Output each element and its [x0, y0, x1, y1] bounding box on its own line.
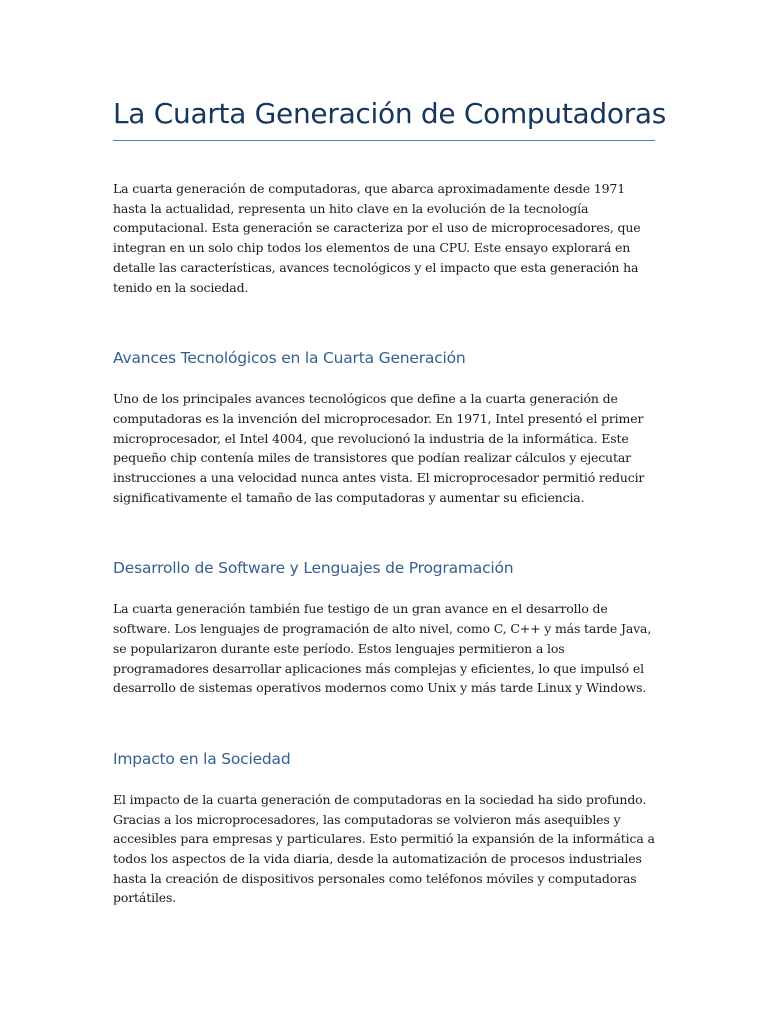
- section-body-impacto: El impacto de la cuarta generación de computadoras en la sociedad ha sido profundo. Gracias a los microprocesadores, las computadoras se volvieron más asequibles y accesibles para empresas y particulares. Esto permitió la expansión de la informática a todos los aspectos de la vida diaria, desde la automatización de procesos industriales hasta la creación de dispositivos personales como teléfonos móviles y computadoras portátiles.: [113, 791, 655, 906]
- section-body-avances: Uno de los principales avances tecnológicos que define a la cuarta generación de computadoras es la invención del microprocesador. En 1971, Intel presentó el primer microprocesador, el Intel 4004, que revolucionó la industria de la informática. Este pequeño chip contenía miles de transistores que podían realizar cálculos y ejecutar instrucciones a una velocidad nunca antes vista. El microprocesador permitió reducir significativamente el tamaño de las computadoras y aumentar su eficiencia.: [113, 391, 645, 505]
- title-underline: [113, 140, 655, 141]
- section-heading-impacto: Impacto en la Sociedad: [113, 749, 291, 768]
- document-content: [113, 92, 667, 908]
- section-heading-avances: Avances Tecnológicos en la Cuarta Generación: [113, 349, 466, 368]
- intro-paragraph: La cuarta generación de computadoras, que abarca aproximadamente desde 1971 hasta la actualidad, representa un hito clave en la evolución de la tecnología computacional. Esta generación se caracteriza por el uso de microprocesadores, que integran en un solo chip todos los elementos de una CPU. Este ensayo explorará en detalle las características, avances tecnológicos y el impacto que esta generación ha tenido en la sociedad.: [113, 181, 641, 295]
- section-body-software: La cuarta generación también fue testigo de un gran avance en el desarrollo de software. Los lenguajes de programación de alto nivel, como C, C++ y más tarde Java, se popularizaron durante este período. Estos lenguajes permitieron a los programadores desarrollar aplicaciones más complejas y eficientes, lo que impulsó el desarrollo de sistemas operativos modernos como Unix y más tarde Linux y Windows.: [113, 601, 652, 696]
- document-title: La Cuarta Generación de Computadoras: [113, 97, 667, 130]
- section-heading-software: Desarrollo de Software y Lenguajes de Programación: [113, 559, 514, 578]
